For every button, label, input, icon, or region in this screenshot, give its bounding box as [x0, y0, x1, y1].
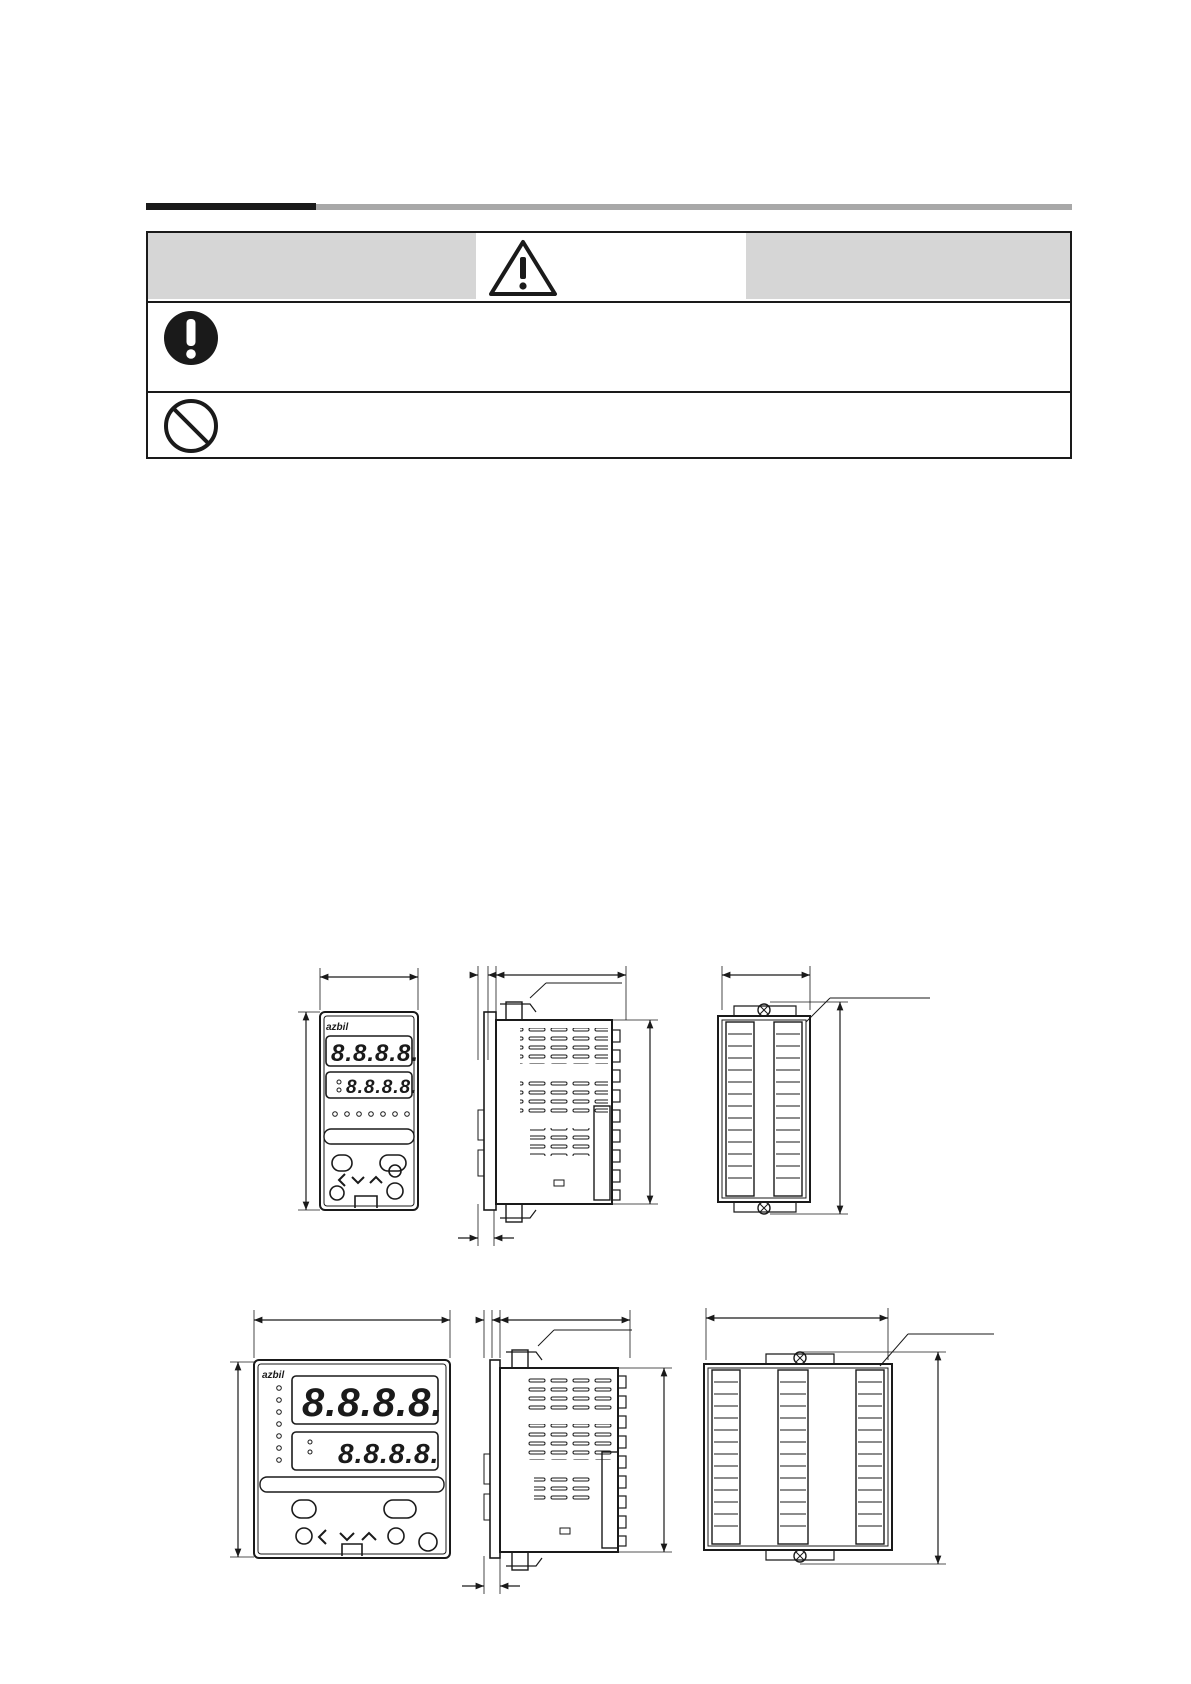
large-model-rear-view — [704, 1308, 994, 1564]
small-side-vent-slots-upper — [520, 1028, 608, 1064]
large-front-arrow-keys — [319, 1530, 376, 1544]
large-side-vent-slots-upper — [524, 1374, 612, 1410]
large-front-brand-logo: azbil — [262, 1370, 285, 1381]
small-front-upper-display: 8.8.8.8. — [331, 1040, 420, 1067]
large-front-upper-display: 8.8.8.8. — [302, 1381, 444, 1425]
large-side-vent-slots-lower — [534, 1474, 594, 1502]
small-side-vent-slots-middle — [520, 1080, 608, 1116]
small-front-arrow-keys — [339, 1174, 382, 1186]
large-front-lower-display: 8.8.8.8. — [338, 1438, 440, 1469]
small-model-rear-view — [718, 966, 930, 1214]
small-side-vent-slots-lower — [530, 1128, 590, 1156]
large-side-vent-slots-middle — [524, 1424, 612, 1460]
small-front-brand-logo: azbil — [326, 1022, 349, 1033]
large-model-front-view — [230, 1310, 450, 1558]
small-front-lower-display: 8.8.8.8. — [346, 1077, 418, 1098]
